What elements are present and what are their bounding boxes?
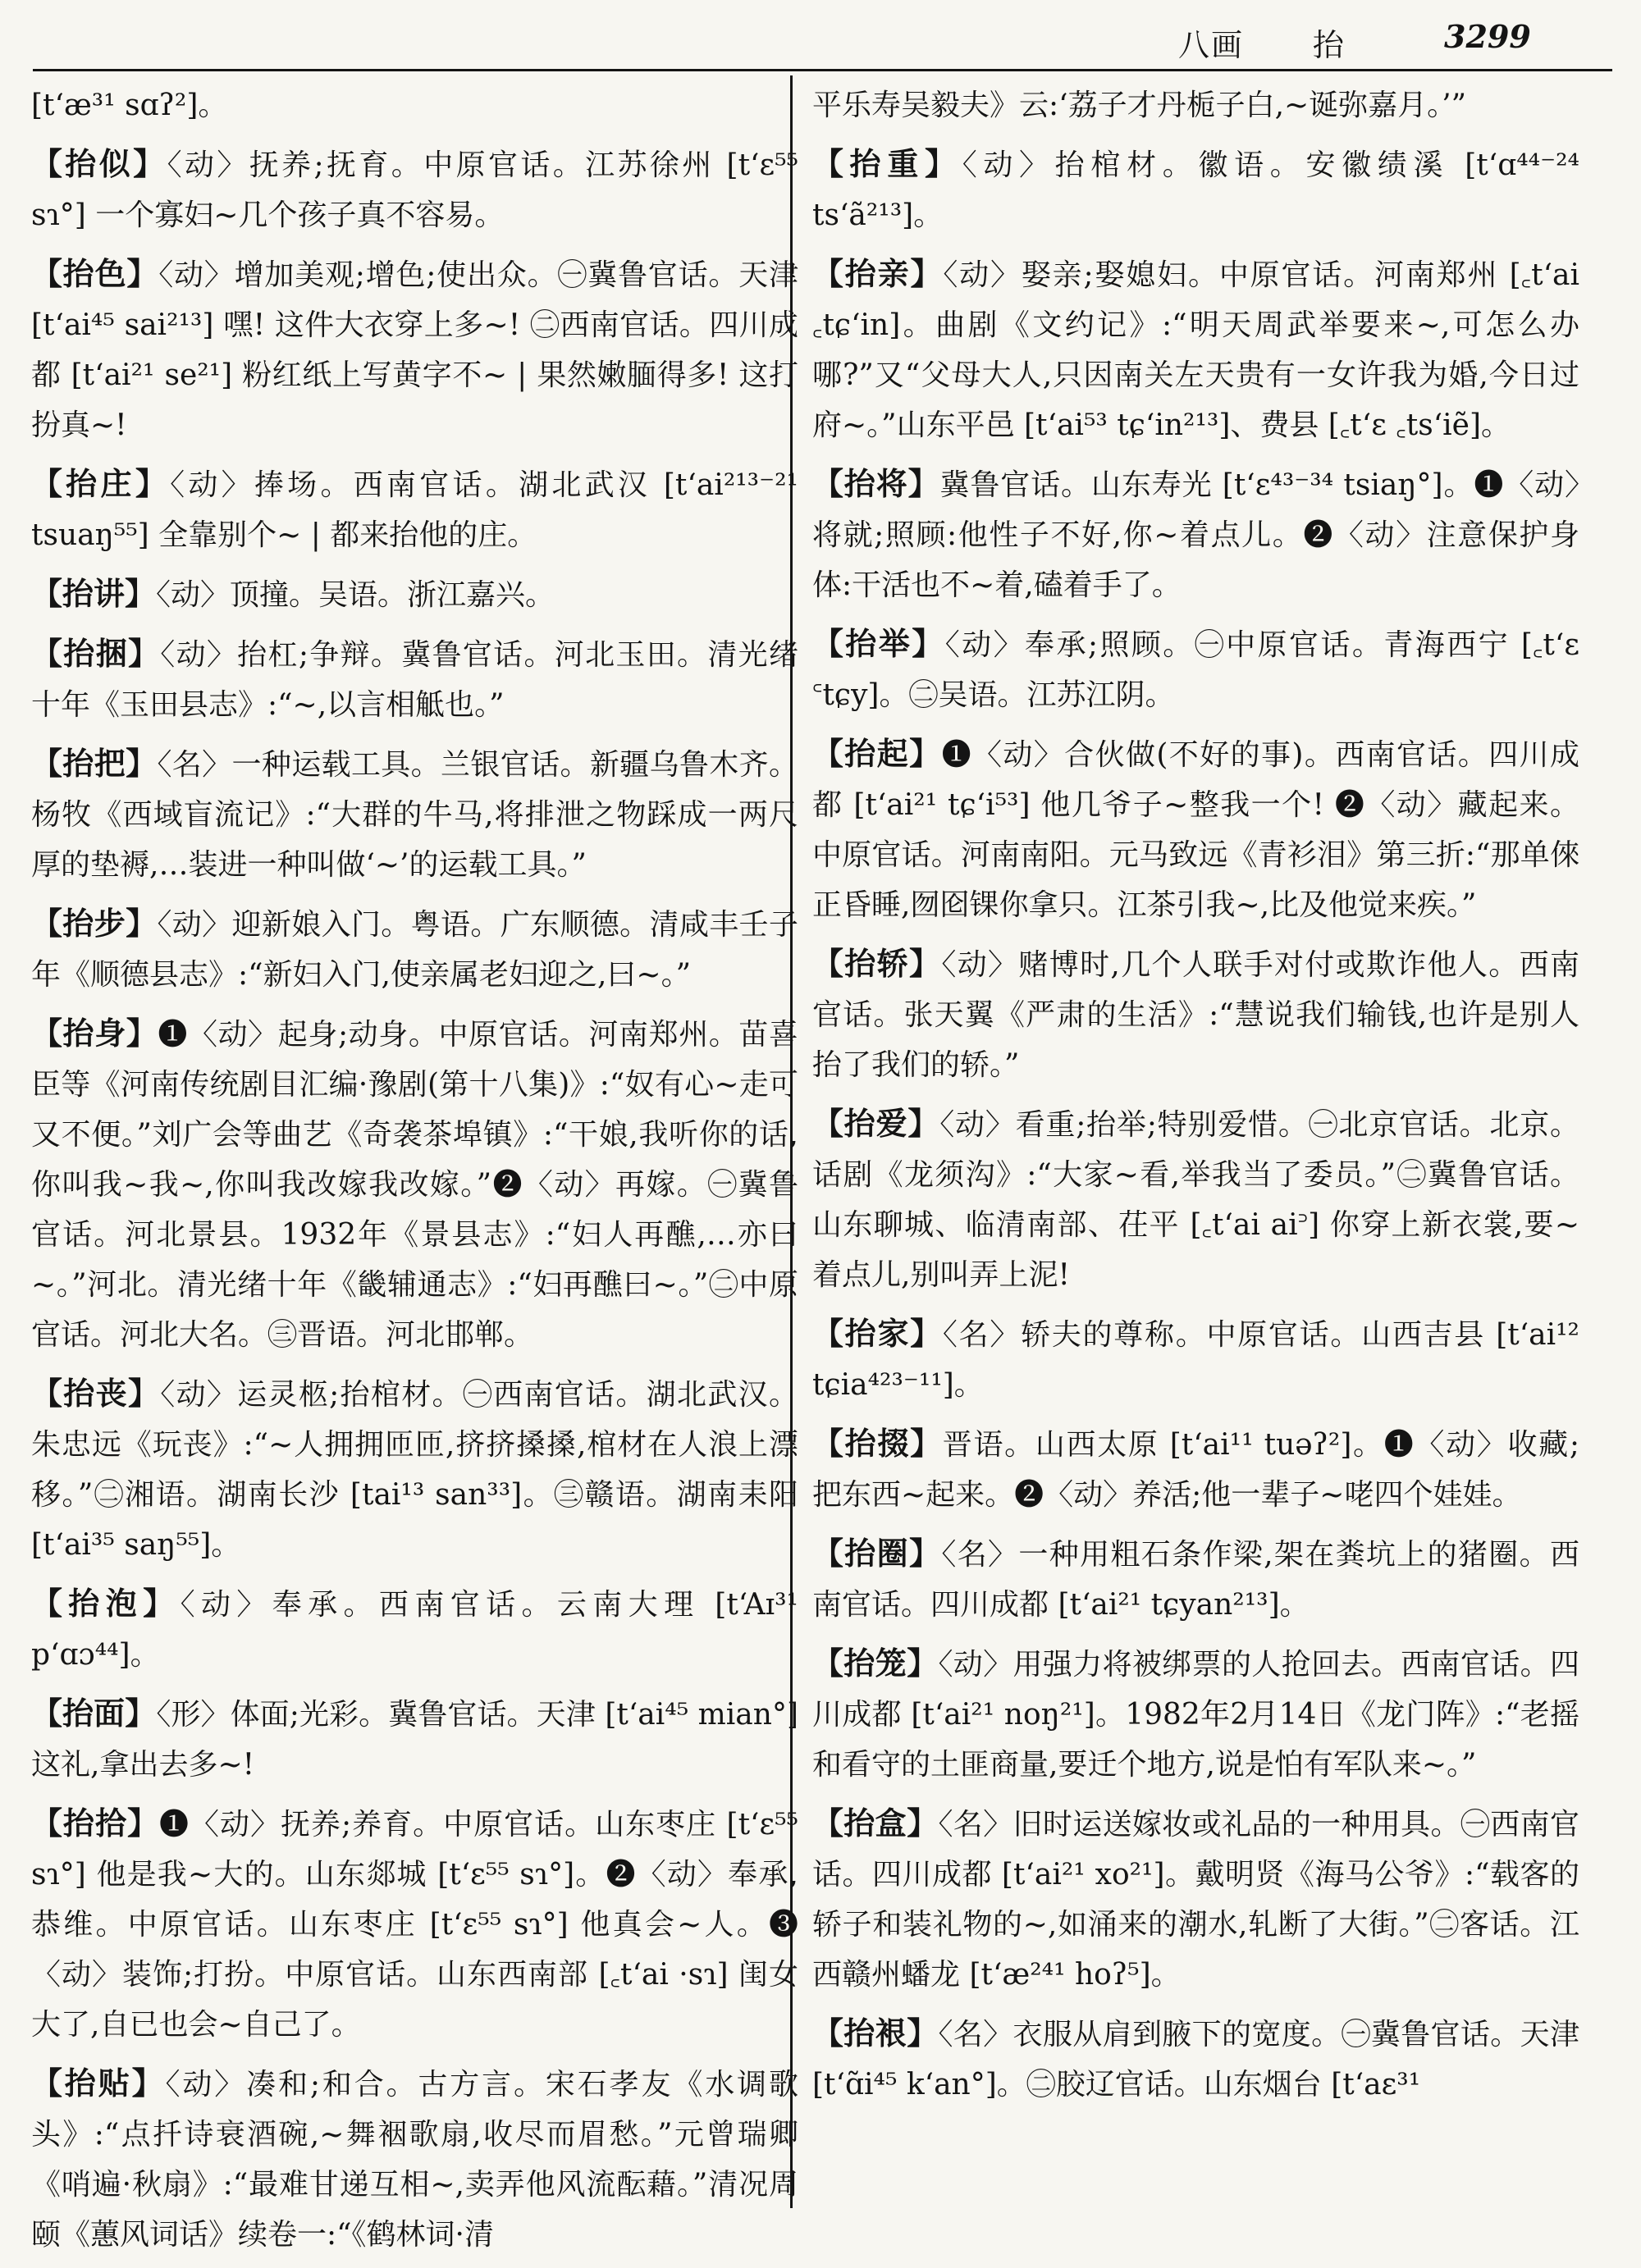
entry-headword: 【抬似】: [31, 145, 167, 182]
entry-headword: 【抬起】: [812, 735, 942, 772]
entry-definition: [tʻæ³¹ sɑʔ²]。: [31, 89, 228, 122]
entry-headword: 【抬讲】: [31, 575, 157, 612]
entry-headword: 【抬步】: [31, 905, 158, 942]
entry-headword: 【抬掇】: [812, 1425, 943, 1462]
dictionary-entry: [812, 618, 1579, 720]
entry-headword: 【抬把】: [31, 745, 158, 782]
entry-headword: 【抬裉】: [812, 2015, 939, 2051]
entry-definition: 〈名〉一种运载工具。兰银官话。新疆乌鲁木齐。杨牧《西域盲流记》:“大群的牛马,将排泄之物踩成一两尺厚的垫褥,…装进一种叫做‘~’的运载工具。”: [31, 748, 798, 882]
dictionary-entry: [31, 1008, 798, 1360]
dictionary-entry: [812, 1418, 1579, 1520]
entry-definition: 平乐寿吴毅夫》云:‘荔子才丹栀子白,~诞弥嘉月。’”: [812, 89, 1467, 122]
entry-definition: 〈动〉娶亲;娶媳妇。中原官话。河南郑州 [꜀tʻai ꜀tɕʻin]。曲剧《文约记》:“明天周武举要来~,可怎么办哪?”又“父母大人,只因南关左天贵有一女许我为婚,今日过府~。”山东平邑 [tʻai⁵³ tɕʻin²¹³]、费县 [꜀tʻɛ ꜀tsʻiẽ]。: [812, 258, 1579, 442]
entry-definition: 〈动〉抬杠;争辩。冀鲁官话。河北玉田。清光绪十年《玉田县志》:“~,以言相觝也。”: [31, 638, 798, 722]
left-column: [31, 80, 798, 2268]
entry-definition: 〈动〉奉承。西南官话。云南大理 [tʻAɪ³¹ pʻɑɔ⁴⁴]。: [31, 1588, 798, 1672]
entry-headword: 【抬爱】: [812, 1105, 940, 1142]
entry-definition: ❶〈动〉起身;动身。中原官话。河南郑州。苗喜臣等《河南传统剧目汇编·豫剧(第十八集)》:“奴有心~走可又不便。”刘广会等曲艺《奇袭茶埠镇》:“干娘,我听你的话,你叫我~我~,你叫我改嫁我改嫁。”❷〈动〉再嫁。㊀冀鲁官话。河北景县。1932年《景县志》:“妇人再醮,…亦曰~。”河北。清光绪十年《畿辅通志》:“妇再醮曰~。”㊁中原官话。河北大名。㊂晋语。河北邯郸。: [31, 1018, 798, 1352]
dictionary-entry: [812, 1308, 1579, 1410]
dictionary-entry: [812, 1798, 1579, 2000]
entry-definition: 〈动〉抚养;抚育。中原官话。江苏徐州 [tʻɛ⁵⁵ sɿ°] 一个寡妇~几个孩子真不容易。: [31, 148, 798, 232]
entry-headword: 【抬举】: [812, 625, 945, 662]
entry-definition: 冀鲁官话。山东寿光 [tʻɛ⁴³⁻³⁴ tsiaŋ°]。❶〈动〉将就;照顾:他性子不好,你~着点儿。❷〈动〉注意保护身体:干活也不~着,磕着手了。: [812, 468, 1579, 602]
entry-definition: 〈名〉衣服从肩到腋下的宽度。㊀冀鲁官话。天津 [tʻɑ̃i⁴⁵ kʻan°]。㊁胶辽官话。山东烟台 [tʻaɛ³¹: [812, 2018, 1579, 2101]
page-header: [0, 0, 1641, 74]
dictionary-entry: [31, 1798, 798, 2050]
header-rule: [33, 69, 1612, 71]
dictionary-entry: [812, 1638, 1579, 1790]
entry-headword: 【抬将】: [812, 465, 940, 502]
entry-headword: 【抬庄】: [31, 465, 171, 502]
entry-headword: 【抬圈】: [812, 1535, 942, 1572]
dictionary-entry: [31, 139, 798, 240]
entry-headword: 【抬泡】: [31, 1585, 181, 1622]
dictionary-entry: [812, 249, 1579, 450]
entry-headword: 【抬笼】: [812, 1645, 939, 1682]
entry-definition: ❶〈动〉抚养;养育。中原官话。山东枣庄 [tʻɛ⁵⁵ sɿ°] 他是我~大的。山东郯城 [tʻɛ⁵⁵ sɿ°]。❷〈动〉奉承,恭维。中原官话。山东枣庄 [tʻɛ⁵⁵ sɿ°] 他真会~人。❸〈动〉装饰;打扮。中原官话。山东西南部 [꜀tʻai ·sɿ] 闺女大了,自已也会~自己了。: [31, 1808, 798, 2042]
entry-headword: 【抬亲】: [812, 255, 944, 292]
dictionary-entry: [31, 1578, 798, 1680]
entry-definition: 〈动〉凑和;和合。古方言。宋石孝友《水调歌头》:“点扦诗衰酒碗,~舞裀歌扇,收尽而眉愁。”元曾瑞卿《哨遍·秋扇》:“最难甘递互相~,卖弄他风流酝藉。”清况周颐《蕙风词话》续卷一:“《鹤林词·清: [31, 2068, 798, 2252]
dictionary-entry: [812, 459, 1579, 610]
entry-headword: 【抬丧】: [31, 1375, 161, 1412]
dictionary-entry: [31, 628, 798, 730]
entry-definition: 〈动〉捧场。西南官话。湖北武汉 [tʻai²¹³⁻²¹ tsuaŋ⁵⁵] 全靠别个~ | 都来抬他的庄。: [31, 468, 798, 552]
header-character: 抬: [1313, 27, 1345, 63]
dictionary-entry: [812, 80, 1579, 130]
dictionary-entry: [812, 139, 1579, 240]
entry-headword: 【抬身】: [31, 1015, 158, 1052]
dictionary-entry: [31, 1368, 798, 1570]
entry-headword: 【抬面】: [31, 1695, 157, 1732]
dictionary-entry: [812, 728, 1579, 930]
entry-headword: 【抬重】: [812, 145, 962, 182]
entry-definition: 〈动〉增加美观;增色;使出众。㊀冀鲁官话。天津 [tʻai⁴⁵ sai²¹³] 嘿! 这件大衣穿上多~! ㊁西南官话。四川成都 [tʻai²¹ se²¹] 粉红纸上写黄字不~ | 果然嫩腼得多! 这打扮真~!: [31, 258, 798, 442]
dictionary-entry: [31, 459, 798, 560]
entry-headword: 【抬捆】: [31, 635, 161, 672]
entry-definition: 〈名〉旧时运送嫁妆或礼品的一种用具。㊀西南官话。四川成都 [tʻai²¹ xo²¹]。戴明贤《海马公爷》:“载客的轿子和装礼物的~,如涌来的潮水,轧断了大街。”㊁客话。江西赣州蟠龙 [tʻæ²⁴¹ hoʔ⁵]。: [812, 1808, 1579, 1992]
entry-headword: 【抬盒】: [812, 1805, 939, 1841]
entry-definition: 晋语。山西太原 [tʻai¹¹ tuəʔ²]。❶〈动〉收藏;把东西~起来。❷〈动〉养活;他一辈子~咾四个娃娃。: [812, 1428, 1579, 1512]
dictionary-entry: [31, 1688, 798, 1790]
entry-headword: 【抬贴】: [31, 2065, 166, 2101]
entry-definition: 〈动〉顶撞。吴语。浙江嘉兴。: [156, 578, 555, 612]
entry-definition: 〈形〉体面;光彩。冀鲁官话。天津 [tʻai⁴⁵ mian°] 这礼,拿出去多~!: [31, 1698, 798, 1782]
entry-headword: 【抬家】: [812, 1315, 943, 1352]
dictionary-entry: [31, 249, 798, 450]
entry-definition: 〈动〉抬棺材。徽语。安徽绩溪 [tʻɑ⁴⁴⁻²⁴ tsʻã²¹³]。: [812, 148, 1579, 232]
dictionary-entry: [31, 2058, 798, 2260]
dictionary-entry: [812, 1098, 1579, 1300]
entry-headword: 【抬轿】: [812, 945, 942, 982]
right-column: [812, 80, 1579, 2118]
dictionary-entry: [31, 898, 798, 1000]
entry-definition: 〈动〉迎新娘入门。粤语。广东顺德。清咸丰壬子年《顺德县志》:“新妇入门,使亲属老妇迎之,曰~。”: [31, 908, 798, 992]
entry-definition: 〈动〉用强力将被绑票的人抢回去。西南官话。四川成都 [tʻai²¹ noŋ²¹]。1982年2月14日《龙门阵》:“老摇和看守的土匪商量,要迁个地方,说是怕有军队来~。”: [812, 1648, 1579, 1782]
section-label: 八画: [1178, 27, 1245, 63]
dictionary-entry: [31, 568, 798, 620]
dictionary-entry: [812, 2008, 1579, 2110]
entry-headword: 【抬拾】: [31, 1805, 159, 1841]
entry-definition: 〈动〉奉承;照顾。㊀中原官话。青海西宁 [꜀tʻɛ ꜂tɕy]。㊁吴语。江苏江阴。: [812, 628, 1579, 712]
entry-definition: 〈名〉轿夫的尊称。中原官话。山西吉县 [tʻai¹² tɕia⁴²³⁻¹¹]。: [812, 1318, 1579, 1402]
entry-definition: 〈动〉赌博时,几个人联手对付或欺诈他人。西南官话。张天翼《严肃的生活》:“慧说我们输钱,也许是别人抬了我们的轿。”: [812, 948, 1579, 1082]
entry-headword: 【抬色】: [31, 255, 159, 292]
page-number: 3299: [1444, 18, 1531, 55]
entry-definition: ❶〈动〉合伙做(不好的事)。西南官话。四川成都 [tʻai²¹ tɕʻi⁵³] 他几爷子~整我一个! ❷〈动〉藏起来。中原官话。河南南阳。元马致远《青衫泪》第三折:“那单倈正昏睡,囫囵锞你拿只。江茶引我~,比及他觉来疾。”: [812, 738, 1579, 922]
dictionary-entry: [812, 1528, 1579, 1630]
dictionary-entry: [31, 738, 798, 890]
dictionary-entry: [812, 938, 1579, 1090]
entry-definition: 〈名〉一种用粗石条作梁,架在粪坑上的猪圈。西南官话。四川成都 [tʻai²¹ tɕyan²¹³]。: [812, 1538, 1579, 1622]
entry-definition: 〈动〉看重;抬举;特别爱惜。㊀北京官话。北京。话剧《龙须沟》:“大家~看,举我当了委员。”㊁冀鲁官话。山东聊城、临清南部、茌平 [꜀tʻai ai꜄] 你穿上新衣裳,要~着点儿,别叫弄上泥!: [812, 1108, 1579, 1292]
dictionary-entry: [31, 80, 798, 130]
entry-definition: 〈动〉运灵柩;抬棺材。㊀西南官话。湖北武汉。朱忠远《玩丧》:“~人拥拥匝匝,挤挤搡搡,棺材在人浪上漂移。”㊁湘语。湖南长沙 [tai¹³ san³³]。㊂赣语。湖南耒阳 [tʻai³⁵ saŋ⁵⁵]。: [31, 1378, 798, 1562]
